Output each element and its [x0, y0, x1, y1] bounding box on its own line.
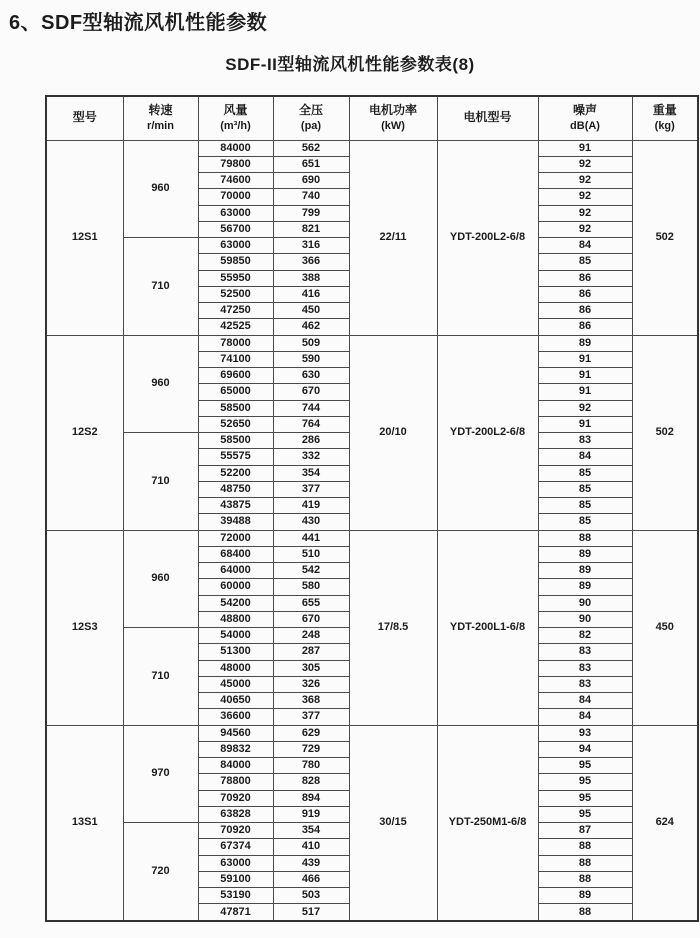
cell-noise: 86: [538, 303, 632, 319]
cell-flow: 84000: [198, 758, 273, 774]
cell-model: 12S3: [46, 530, 123, 725]
cell-noise: 85: [538, 514, 632, 530]
cell-motor: YDT-200L2-6/8: [437, 140, 538, 335]
cell-noise: 92: [538, 189, 632, 205]
cell-noise: 85: [538, 481, 632, 497]
cell-pressure: 764: [273, 416, 349, 432]
cell-noise: 90: [538, 595, 632, 611]
cell-pressure: 828: [273, 774, 349, 790]
cell-flow: 40650: [198, 693, 273, 709]
cell-noise: 89: [538, 546, 632, 562]
cell-flow: 70920: [198, 823, 273, 839]
column-header-power: 电机功率 (kW): [349, 96, 437, 140]
page-title: 6、SDF型轴流风机性能参数: [9, 12, 268, 34]
cell-noise: 86: [538, 270, 632, 286]
cell-flow: 69600: [198, 368, 273, 384]
cell-pressure: 517: [273, 904, 349, 921]
cell-pressure: 510: [273, 546, 349, 562]
cell-pressure: 629: [273, 725, 349, 741]
cell-pressure: 821: [273, 221, 349, 237]
cell-noise: 88: [538, 839, 632, 855]
cell-noise: 92: [538, 221, 632, 237]
cell-flow: 55950: [198, 270, 273, 286]
cell-noise: 82: [538, 628, 632, 644]
column-header-flow: 风量 (m³/h): [198, 96, 273, 140]
cell-flow: 43875: [198, 498, 273, 514]
cell-flow: 64000: [198, 563, 273, 579]
cell-noise: 92: [538, 156, 632, 172]
cell-pressure: 388: [273, 270, 349, 286]
cell-flow: 48800: [198, 611, 273, 627]
cell-pressure: 509: [273, 335, 349, 351]
cell-noise: 91: [538, 351, 632, 367]
cell-speed: 710: [123, 238, 198, 336]
cell-pressure: 326: [273, 676, 349, 692]
cell-noise: 91: [538, 368, 632, 384]
cell-pressure: 655: [273, 595, 349, 611]
cell-flow: 58500: [198, 400, 273, 416]
cell-flow: 94560: [198, 725, 273, 741]
cell-speed: 710: [123, 433, 198, 531]
cell-pressure: 670: [273, 611, 349, 627]
cell-noise: 85: [538, 498, 632, 514]
cell-noise: 92: [538, 173, 632, 189]
cell-flow: 59850: [198, 254, 273, 270]
cell-motor: YDT-250M1-6/8: [437, 725, 538, 921]
cell-pressure: 580: [273, 579, 349, 595]
cell-speed: 710: [123, 628, 198, 726]
cell-noise: 91: [538, 416, 632, 432]
cell-flow: 48750: [198, 481, 273, 497]
cell-pressure: 366: [273, 254, 349, 270]
cell-model: 12S1: [46, 140, 123, 335]
cell-noise: 85: [538, 465, 632, 481]
column-header-noise: 噪声 dB(A): [538, 96, 632, 140]
cell-pressure: 305: [273, 660, 349, 676]
cell-model: 13S1: [46, 725, 123, 921]
table-row: [46, 725, 698, 741]
cell-flow: 47871: [198, 904, 273, 921]
cell-pressure: 462: [273, 319, 349, 335]
cell-pressure: 419: [273, 498, 349, 514]
cell-noise: 86: [538, 319, 632, 335]
cell-speed: 960: [123, 530, 198, 628]
cell-noise: 95: [538, 758, 632, 774]
cell-noise: 84: [538, 238, 632, 254]
cell-flow: 63000: [198, 855, 273, 871]
table-row: [46, 140, 698, 156]
cell-flow: 54000: [198, 628, 273, 644]
cell-flow: 84000: [198, 140, 273, 156]
cell-pressure: 377: [273, 709, 349, 725]
cell-weight: 502: [632, 140, 698, 335]
cell-weight: 502: [632, 335, 698, 530]
cell-noise: 92: [538, 400, 632, 416]
cell-flow: 67374: [198, 839, 273, 855]
cell-pressure: 316: [273, 238, 349, 254]
cell-pressure: 542: [273, 563, 349, 579]
cell-flow: 42525: [198, 319, 273, 335]
cell-pressure: 286: [273, 433, 349, 449]
cell-speed: 970: [123, 725, 198, 823]
cell-noise: 89: [538, 563, 632, 579]
cell-noise: 93: [538, 725, 632, 741]
cell-pressure: 439: [273, 855, 349, 871]
cell-pressure: 651: [273, 156, 349, 172]
cell-noise: 94: [538, 741, 632, 757]
cell-pressure: 354: [273, 823, 349, 839]
cell-flow: 78000: [198, 335, 273, 351]
cell-flow: 63000: [198, 238, 273, 254]
cell-noise: 84: [538, 709, 632, 725]
cell-noise: 91: [538, 140, 632, 156]
cell-flow: 55575: [198, 449, 273, 465]
cell-noise: 83: [538, 660, 632, 676]
cell-flow: 70920: [198, 790, 273, 806]
cell-flow: 63000: [198, 205, 273, 221]
cell-noise: 83: [538, 433, 632, 449]
cell-pressure: 287: [273, 644, 349, 660]
cell-power: 22/11: [349, 140, 437, 335]
cell-noise: 95: [538, 790, 632, 806]
cell-noise: 88: [538, 871, 632, 887]
cell-pressure: 368: [273, 693, 349, 709]
cell-flow: 68400: [198, 546, 273, 562]
cell-flow: 56700: [198, 221, 273, 237]
column-header-motor: 电机型号: [437, 96, 538, 140]
cell-noise: 84: [538, 449, 632, 465]
cell-flow: 52200: [198, 465, 273, 481]
cell-pressure: 780: [273, 758, 349, 774]
cell-pressure: 729: [273, 741, 349, 757]
cell-flow: 60000: [198, 579, 273, 595]
cell-pressure: 332: [273, 449, 349, 465]
cell-pressure: 441: [273, 530, 349, 546]
cell-flow: 53190: [198, 888, 273, 904]
cell-pressure: 377: [273, 481, 349, 497]
cell-pressure: 354: [273, 465, 349, 481]
cell-flow: 54200: [198, 595, 273, 611]
cell-flow: 72000: [198, 530, 273, 546]
table-header: [46, 96, 698, 140]
cell-noise: 90: [538, 611, 632, 627]
cell-pressure: 894: [273, 790, 349, 806]
cell-speed: 960: [123, 140, 198, 238]
cell-pressure: 690: [273, 173, 349, 189]
table-body: [46, 140, 698, 921]
cell-flow: 47250: [198, 303, 273, 319]
cell-model: 12S2: [46, 335, 123, 530]
cell-pressure: 740: [273, 189, 349, 205]
cell-flow: 70000: [198, 189, 273, 205]
column-header-model: 型号: [46, 96, 123, 140]
cell-noise: 88: [538, 530, 632, 546]
table-row: [46, 335, 698, 351]
cell-noise: 83: [538, 676, 632, 692]
cell-noise: 84: [538, 693, 632, 709]
cell-pressure: 430: [273, 514, 349, 530]
cell-noise: 91: [538, 384, 632, 400]
cell-pressure: 466: [273, 871, 349, 887]
cell-power: 20/10: [349, 335, 437, 530]
cell-motor: YDT-200L1-6/8: [437, 530, 538, 725]
column-header-weight: 重量 (kg): [632, 96, 698, 140]
cell-pressure: 416: [273, 286, 349, 302]
fan-spec-table: [45, 95, 699, 922]
cell-flow: 52500: [198, 286, 273, 302]
cell-noise: 83: [538, 644, 632, 660]
cell-power: 30/15: [349, 725, 437, 921]
cell-power: 17/8.5: [349, 530, 437, 725]
cell-noise: 92: [538, 205, 632, 221]
cell-flow: 65000: [198, 384, 273, 400]
cell-noise: 88: [538, 855, 632, 871]
column-header-speed: 转速 r/min: [123, 96, 198, 140]
cell-flow: 52650: [198, 416, 273, 432]
cell-flow: 74100: [198, 351, 273, 367]
cell-flow: 51300: [198, 644, 273, 660]
cell-speed: 960: [123, 335, 198, 433]
cell-noise: 86: [538, 286, 632, 302]
cell-pressure: 410: [273, 839, 349, 855]
cell-flow: 79800: [198, 156, 273, 172]
cell-noise: 87: [538, 823, 632, 839]
cell-noise: 95: [538, 774, 632, 790]
cell-pressure: 799: [273, 205, 349, 221]
cell-flow: 89832: [198, 741, 273, 757]
cell-motor: YDT-200L2-6/8: [437, 335, 538, 530]
cell-pressure: 248: [273, 628, 349, 644]
cell-noise: 89: [538, 888, 632, 904]
cell-flow: 58500: [198, 433, 273, 449]
cell-noise: 89: [538, 579, 632, 595]
cell-weight: 450: [632, 530, 698, 725]
cell-noise: 89: [538, 335, 632, 351]
cell-pressure: 562: [273, 140, 349, 156]
cell-flow: 45000: [198, 676, 273, 692]
table-title: SDF-II型轴流风机性能参数表(8): [225, 55, 475, 74]
cell-flow: 36600: [198, 709, 273, 725]
cell-flow: 78800: [198, 774, 273, 790]
cell-flow: 39488: [198, 514, 273, 530]
cell-noise: 95: [538, 806, 632, 822]
cell-flow: 74600: [198, 173, 273, 189]
column-header-pressure: 全压 (pa): [273, 96, 349, 140]
cell-flow: 63828: [198, 806, 273, 822]
cell-pressure: 630: [273, 368, 349, 384]
cell-pressure: 919: [273, 806, 349, 822]
cell-pressure: 590: [273, 351, 349, 367]
cell-pressure: 450: [273, 303, 349, 319]
cell-noise: 85: [538, 254, 632, 270]
cell-noise: 88: [538, 904, 632, 921]
cell-speed: 720: [123, 823, 198, 922]
cell-weight: 624: [632, 725, 698, 921]
cell-pressure: 744: [273, 400, 349, 416]
table-row: [46, 530, 698, 546]
cell-pressure: 503: [273, 888, 349, 904]
cell-flow: 59100: [198, 871, 273, 887]
cell-pressure: 670: [273, 384, 349, 400]
cell-flow: 48000: [198, 660, 273, 676]
